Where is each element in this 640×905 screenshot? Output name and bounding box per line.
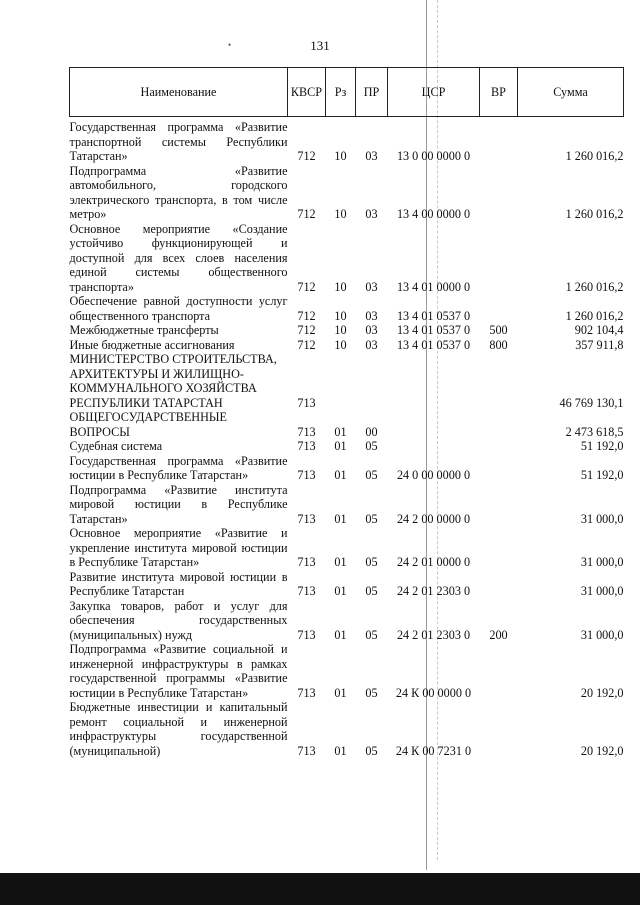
row-vr	[480, 294, 518, 323]
header-kvsr: КВСР	[288, 68, 326, 117]
row-kvsr: 713	[297, 395, 316, 410]
row-kvsr: 713	[297, 685, 316, 700]
budget-table	[69, 67, 624, 758]
row-pr: 03	[365, 323, 378, 337]
row-name: Судебная система	[69, 439, 163, 453]
row-rz: 10	[334, 279, 347, 294]
row-name: Государственная программа «Развитие транспортной системы Республики Татарстан»	[69, 120, 288, 163]
table-header-row	[70, 68, 624, 117]
row-pr: 05	[365, 468, 378, 482]
row-name: Обеспечение равной доступности услуг общественного транспорта	[69, 294, 288, 323]
table-row	[70, 454, 624, 483]
row-sum: 902 104,4	[574, 323, 624, 337]
table-row	[70, 222, 624, 295]
table-row	[70, 164, 624, 222]
table-row	[70, 483, 624, 527]
row-vr	[480, 410, 518, 439]
row-vr	[480, 454, 518, 483]
row-pr	[356, 352, 388, 410]
row-csr: 13 0 00 0000 0	[396, 149, 471, 163]
row-pr: 05	[365, 743, 378, 758]
row-pr: 03	[365, 279, 378, 294]
row-name: Подпрограмма «Развитие института мировой юстиции в Республике Татарстан»	[69, 482, 288, 526]
row-vr: 500	[489, 323, 508, 337]
row-sum: 31 000,0	[580, 555, 624, 569]
row-name: Иные бюджетные ассигнования	[69, 337, 235, 352]
row-kvsr: 712	[297, 207, 316, 221]
row-vr	[480, 222, 518, 295]
row-name: Подпрограмма «Развитие социальной и инженерной инфраструктуры в рамках государственной программы «Развитие юстиции в Республике Татарстан»	[69, 642, 288, 700]
row-sum: 1 260 016,2	[565, 149, 624, 163]
row-name: Развитие института мировой юстиции в Республике Татарстан	[69, 569, 288, 598]
row-pr: 05	[365, 439, 378, 453]
row-csr: 24 0 00 0000 0	[396, 468, 471, 482]
row-sum: 31 000,0	[580, 627, 624, 642]
row-vr	[480, 483, 518, 527]
row-csr: 24 К 00 0000 0	[395, 685, 472, 700]
row-pr: 05	[365, 511, 378, 526]
row-rz: 10	[334, 308, 347, 323]
row-vr: 800	[489, 337, 508, 352]
row-name: Государственная программа «Развитие юстиции в Республике Татарстан»	[69, 453, 288, 482]
row-kvsr: 713	[297, 424, 316, 439]
row-name: Подпрограмма «Развитие автомобильного, городского электрического транспорта, в том числе метро»	[69, 163, 288, 221]
row-sum: 1 260 016,2	[565, 279, 624, 294]
row-csr: 13 4 01 0000 0	[396, 279, 471, 294]
row-vr	[480, 352, 518, 410]
row-rz: 01	[334, 627, 347, 642]
table-row	[70, 410, 624, 439]
row-vr	[480, 164, 518, 222]
row-rz: 10	[334, 149, 347, 163]
row-vr	[480, 526, 518, 570]
row-name: Межбюджетные трансферты	[69, 323, 219, 337]
header-csr: ЦСР	[388, 68, 480, 117]
table-row	[70, 338, 624, 353]
page-number: 131	[310, 38, 330, 53]
row-rz: 01	[334, 584, 347, 598]
row-name: ОБЩЕГОСУДАРСТВЕННЫЕ ВОПРОСЫ	[69, 410, 227, 439]
row-kvsr: 713	[297, 511, 316, 526]
row-name: Бюджетные инвестиции и капитальный ремонт социальной и инженерной инфраструктуры государственной (муниципальной)	[69, 700, 288, 758]
row-rz: 01	[334, 511, 347, 526]
row-rz: 10	[334, 207, 347, 221]
table-row	[70, 352, 624, 410]
row-kvsr: 713	[297, 468, 316, 482]
table-row	[70, 642, 624, 700]
row-pr: 03	[365, 337, 378, 352]
row-pr: 05	[365, 627, 378, 642]
row-kvsr: 712	[297, 149, 316, 163]
row-csr: 24 2 01 0000 0	[396, 555, 471, 569]
row-pr: 03	[365, 149, 378, 163]
header-pr: ПР	[356, 68, 388, 117]
row-sum: 1 260 016,2	[565, 207, 624, 221]
row-rz: 10	[334, 323, 347, 337]
row-sum: 51 192,0	[580, 468, 624, 482]
header-vr: ВР	[480, 68, 518, 117]
header-name: Наименование	[70, 68, 288, 117]
row-pr: 05	[365, 685, 378, 700]
scan-speck: •	[228, 40, 232, 50]
row-kvsr: 712	[297, 279, 316, 294]
row-sum: 31 000,0	[580, 511, 624, 526]
row-pr: 05	[365, 555, 378, 569]
row-rz: 10	[334, 337, 347, 352]
row-kvsr: 712	[297, 308, 316, 323]
row-sum: 20 192,0	[580, 685, 624, 700]
table-row	[70, 439, 624, 454]
row-kvsr: 713	[297, 555, 316, 569]
row-sum: 46 769 130,1	[559, 395, 624, 410]
table-row	[70, 120, 624, 164]
row-vr	[480, 120, 518, 164]
row-csr: 13 4 01 0537 0	[396, 337, 471, 352]
row-name: МИНИСТЕРСТВО СТРОИТЕЛЬСТВА, АРХИТЕКТУРЫ И ЖИЛИЩНО-КОММУНАЛЬНОГО ХОЗЯЙСТВА РЕСПУБЛИКИ ТАТАРСТАН	[69, 352, 277, 410]
row-rz	[326, 352, 356, 410]
row-csr: 24 К 00 7231 0	[395, 743, 472, 758]
row-csr: 13 4 01 0537 0	[396, 323, 471, 337]
row-kvsr: 713	[297, 743, 316, 758]
row-kvsr: 713	[297, 627, 316, 642]
row-rz: 01	[334, 685, 347, 700]
table-row	[70, 700, 624, 758]
row-csr	[388, 352, 480, 410]
row-kvsr: 712	[297, 323, 316, 337]
row-rz: 01	[334, 468, 347, 482]
row-vr	[480, 642, 518, 700]
row-csr	[388, 439, 480, 454]
row-csr	[388, 410, 480, 439]
row-csr: 13 4 00 0000 0	[396, 207, 471, 221]
row-csr: 13 4 01 0537 0	[396, 308, 471, 323]
row-sum: 51 192,0	[580, 439, 624, 453]
row-vr: 200	[489, 627, 508, 642]
row-vr	[480, 439, 518, 454]
row-rz: 01	[334, 424, 347, 439]
row-vr	[480, 570, 518, 599]
row-kvsr: 713	[297, 584, 316, 598]
row-kvsr: 713	[297, 439, 316, 453]
row-rz: 01	[334, 555, 347, 569]
row-pr: 03	[365, 308, 378, 323]
row-sum: 20 192,0	[580, 743, 624, 758]
row-pr: 03	[365, 207, 378, 221]
scan-bottom-edge	[0, 873, 640, 905]
table-row	[70, 526, 624, 570]
row-pr: 05	[365, 584, 378, 598]
row-csr: 24 2 01 2303 0	[396, 627, 471, 642]
header-sum: Сумма	[518, 68, 624, 117]
row-csr: 24 2 01 2303 0	[396, 584, 471, 598]
row-vr	[480, 700, 518, 758]
row-csr: 24 2 00 0000 0	[396, 511, 471, 526]
row-name: Закупка товаров, работ и услуг для обеспечения государственных (муниципальных) нужд	[69, 598, 288, 642]
row-sum: 31 000,0	[580, 584, 624, 598]
table-row	[70, 294, 624, 323]
row-sum: 1 260 016,2	[565, 308, 624, 323]
table-row	[70, 323, 624, 338]
row-sum: 357 911,8	[575, 337, 624, 352]
header-rz: Рз	[326, 68, 356, 117]
row-sum: 2 473 618,5	[565, 424, 624, 439]
row-pr: 00	[365, 424, 378, 439]
row-rz: 01	[334, 439, 347, 453]
table-row	[70, 599, 624, 643]
row-rz: 01	[334, 743, 347, 758]
row-name: Основное мероприятие «Развитие и укрепление института мировой юстиции в Республике Татарстан»	[69, 526, 288, 569]
row-kvsr: 712	[297, 337, 316, 352]
row-name: Основное мероприятие «Создание устойчиво функционирующей и доступной для всех слоев населения единой системы общественного транспорта»	[69, 221, 288, 294]
table-row	[70, 570, 624, 599]
